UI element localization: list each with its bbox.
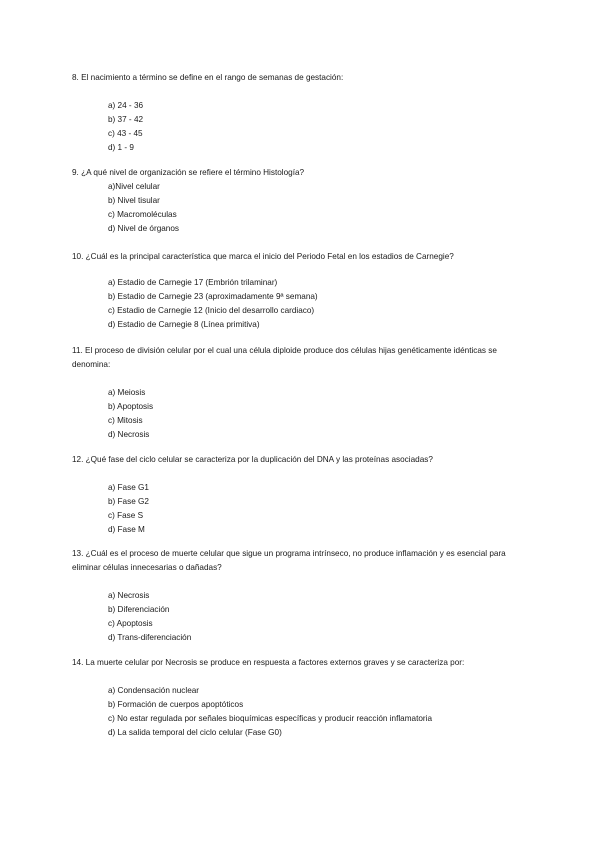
option-a: a) 24 - 36 — [108, 101, 144, 110]
option-d: d) Trans-diferenciación — [108, 633, 192, 642]
question-12 — [72, 453, 532, 537]
option-a: a) Condensación nuclear — [108, 686, 200, 695]
option-b: b) Fase G2 — [108, 497, 149, 506]
question-text: 11. El proceso de división celular por el cual una célula diploide produce dos células hijas genéticamente idénticas se denomina: — [72, 346, 497, 369]
question-text: 13. ¿Cuál es el proceso de muerte celular que sigue un programa intrínseco, no produce inflamación y es esencial para eliminar células innecesarias o dañadas? — [72, 549, 506, 572]
option-a: a) Estadio de Carnegie 17 (Embrión trilaminar) — [108, 278, 278, 287]
question-8 — [72, 71, 532, 155]
option-c: c) 43 - 45 — [108, 129, 143, 138]
option-c: c) Macromoléculas — [108, 210, 177, 219]
question-13 — [72, 547, 532, 645]
options-list — [108, 481, 568, 537]
question-text: 14. La muerte celular por Necrosis se produce en respuesta a factores externos graves y se caracteriza por: — [72, 658, 465, 667]
option-d: d) Fase M — [108, 525, 145, 534]
options-list — [108, 276, 568, 332]
question-text: 10. ¿Cuál es la principal característica que marca el inicio del Periodo Fetal en los estadios de Carnegie? — [72, 252, 454, 261]
option-a: a) Meiosis — [108, 388, 146, 397]
option-d: d) 1 - 9 — [108, 143, 134, 152]
question-10 — [72, 250, 532, 332]
option-a: a) Fase G1 — [108, 483, 149, 492]
options-list — [108, 99, 568, 155]
option-a: a) Necrosis — [108, 591, 150, 600]
option-b: b) 37 - 42 — [108, 115, 144, 124]
question-11 — [72, 344, 532, 442]
option-c: c) No estar regulada por señales bioquímicas específicas y producir reacción inflamatoria — [108, 714, 433, 723]
options-list — [108, 386, 568, 442]
option-b: b) Formación de cuerpos apoptóticos — [108, 700, 244, 709]
option-b: b) Apoptosis — [108, 402, 154, 411]
option-c: c) Mitosis — [108, 416, 143, 425]
option-d: d) Nivel de órganos — [108, 224, 179, 233]
option-d: d) Necrosis — [108, 430, 150, 439]
option-c: c) Apoptosis — [108, 619, 153, 628]
option-b: b) Nivel tisular — [108, 196, 160, 205]
options-list — [108, 589, 568, 645]
option-b: b) Diferenciación — [108, 605, 170, 614]
options-list — [108, 684, 568, 740]
option-d: d) La salida temporal del ciclo celular (Fase G0) — [108, 728, 282, 737]
question-9 — [72, 166, 532, 236]
option-c: c) Fase S — [108, 511, 144, 520]
question-text: 12. ¿Qué fase del ciclo celular se caracteriza por la duplicación del DNA y las proteínas asociadas? — [72, 455, 433, 464]
question-14 — [72, 656, 532, 740]
option-b: b) Estadio de Carnegie 23 (aproximadamente 9ª semana) — [108, 292, 318, 301]
option-d: d) Estadio de Carnegie 8 (Línea primitiva) — [108, 320, 260, 329]
question-text: 9. ¿A qué nivel de organización se refiere el término Histología? — [72, 168, 305, 177]
option-a: a)Nivel celular — [108, 182, 160, 191]
option-c: c) Estadio de Carnegie 12 (Inicio del desarrollo cardiaco) — [108, 306, 315, 315]
question-text: 8. El nacimiento a término se define en el rango de semanas de gestación: — [72, 73, 344, 82]
options-list — [108, 180, 568, 236]
